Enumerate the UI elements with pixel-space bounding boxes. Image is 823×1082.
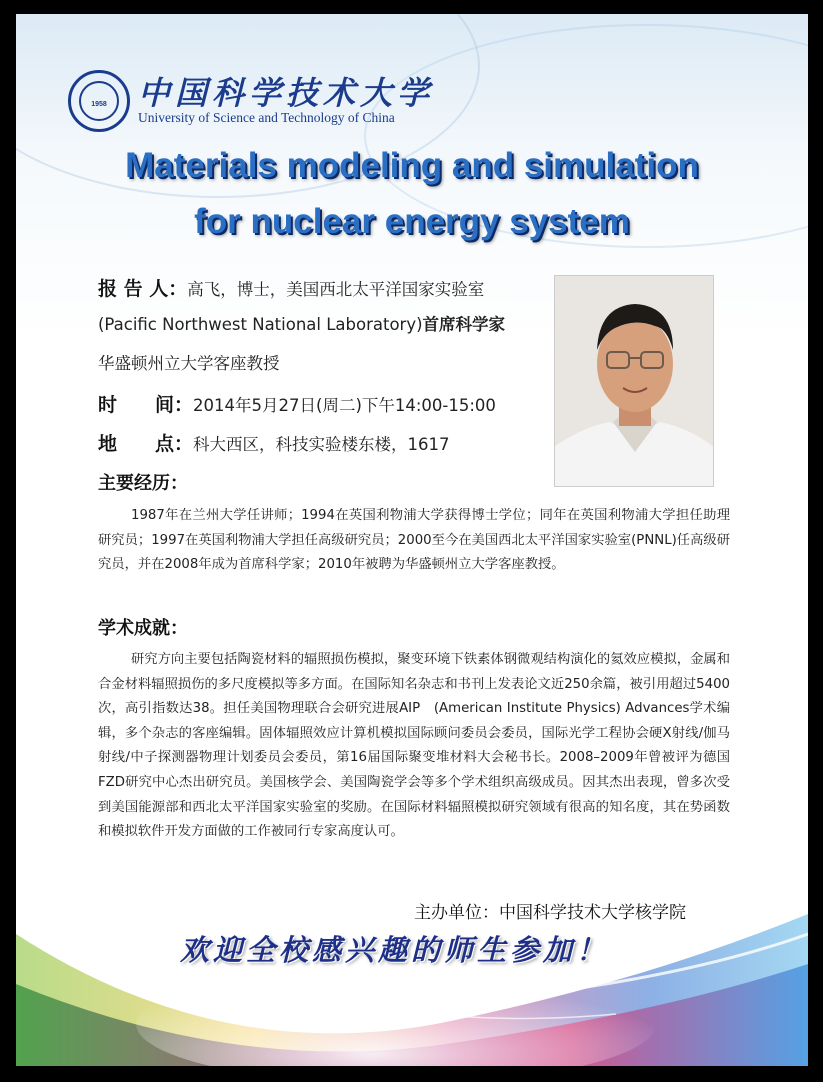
speaker-row (98, 274, 484, 301)
title-line-1: Materials modeling and simulation (125, 146, 699, 185)
decorative-swirl (16, 874, 808, 1066)
time-value: 2014年5月27日(周二)下午14:00-15:00 (193, 396, 496, 415)
welcome-slogan: 欢迎全校感兴趣的师生参加！ (180, 933, 610, 967)
speaker-role: 首席科学家 (422, 315, 506, 334)
logo-english-name: University of Science and Technology of China (138, 110, 395, 125)
speaker-photo (554, 275, 714, 487)
time-row (98, 390, 496, 417)
place-value: 科大西区，科技实验楼东楼，1617 (193, 435, 450, 454)
speaker-org-row (98, 311, 505, 335)
history-text: 1987年在兰州大学任讲师；1994在英国利物浦大学获得博士学位；同年在英国利物浦大学担任助理研究员；1997在英国利物浦大学担任高级研究员；2000至今在美国西北太平洋国家实验室(PNNL)任高级研究员，并在2008年成为首席科学家；2010年被聘为华盛顿州立大学客座教授。 (98, 508, 730, 573)
speaker-label: 报 告 人： (98, 278, 188, 300)
speaker-org: (Pacific Northwest National Laboratory) (98, 315, 423, 334)
achievements-text: 研究方向主要包括陶瓷材料的辐照损伤模拟，聚变环境下铁素体钢微观结构演化的氦效应模拟，金属和合金材料辐照损伤的多尺度模拟等多方面。在国际知名杂志和书刊上发表论文近250余篇，被引用超过5400次，高引指数达38。担任美国物理联合会研究进展AIP (American Institute Physics) Advances学术编辑，多个杂志的客座编辑。固体辐照效应计算机模拟国际顾问委员会委员，国际光学工程协会硬X射线/伽马射线/中子探测器物理计划委员会委员，第16届国际聚变堆材料大会秘书长。2008–2009年曾被评为德国FZD研究中心杰出研究员。美国核学会、美国陶瓷学会等多个学术组织高级成员。因其杰出表现，曾多次受到美国能源部和西北太平洋国家实验室的奖励。在国际材料辐照模拟研究领域有很高的知名度，其在势函数和模拟软件开发方面做的工作被同行专家高度认可。 (98, 652, 730, 840)
logo-chinese-name: 中国科学技术大学 (138, 74, 435, 112)
achievements-heading: 学术成就： (98, 618, 188, 639)
title-line-2: for nuclear energy system (194, 202, 630, 241)
history-heading: 主要经历： (98, 473, 188, 494)
university-seal-icon: 1958 (68, 70, 130, 132)
university-logo (68, 70, 435, 134)
place-row (98, 429, 450, 456)
poster (16, 14, 808, 1066)
place-label: 地 点： (98, 433, 194, 455)
time-label: 时 间： (98, 394, 194, 416)
host-organization: 主办单位：中国科学技术大学核学院 (414, 903, 686, 923)
speaker-name: 高飞，博士，美国西北太平洋国家实验室 (187, 280, 485, 299)
speaker-affiliation: 华盛顿州立大学客座教授 (98, 354, 280, 373)
